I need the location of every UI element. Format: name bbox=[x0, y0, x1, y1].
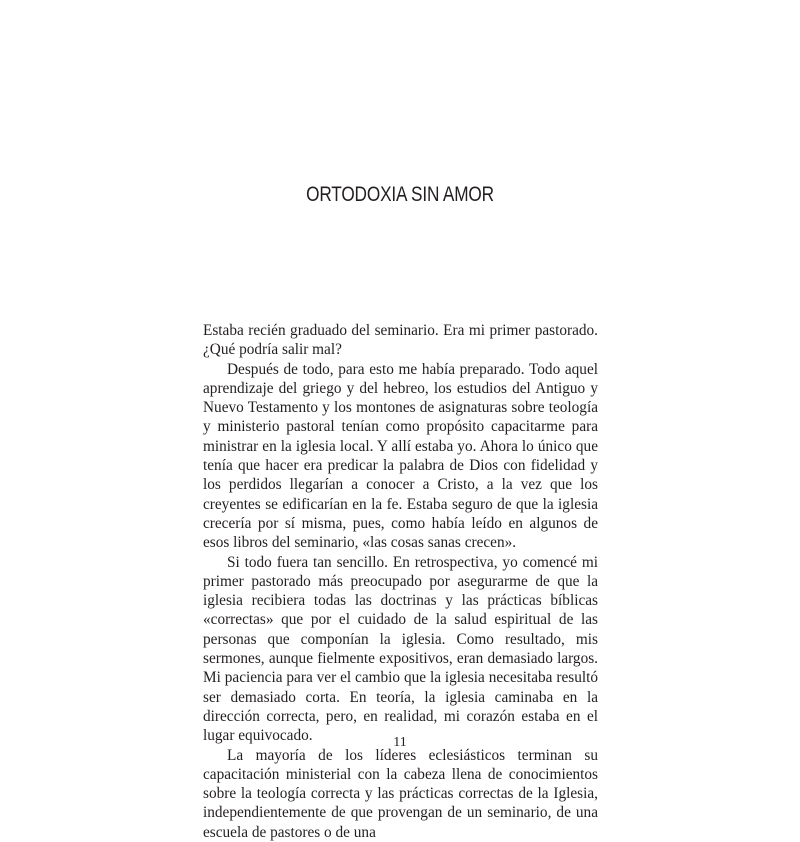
chapter-title: ORTODOXIA SIN AMOR bbox=[306, 183, 494, 206]
paragraph-1: Estaba recién graduado del seminario. Era mi primer pastorado. ¿Qué podría salir mal? bbox=[203, 322, 598, 359]
paragraph-4: La mayoría de los líderes eclesiásticos terminan su capacitación ministerial con la cabeza llena de conocimientos sobre la teología correcta y las prácticas correctas de la Iglesia, independientemente de que provengan de un seminario, de una escuela de pastores o de una bbox=[203, 746, 598, 841]
paragraph-3: Si todo fuera tan sencillo. En retrospectiva, yo comencé mi primer pastorado más preocupado por asegurarme de que la iglesia recibiera todas las doctrinas y las prácticas bíblicas «correctas» que por el cuidado de la salud espiritual de las personas que componían la iglesia. Como resultado, mis sermones, aunque fielmente expositivos, eran demasiado largos. Mi paciencia para ver el cambio que la iglesia necesitaba resultó ser demasiado corta. En teoría, la iglesia caminaba en la dirección correcta, pero, en realidad, mi corazón estaba en el lugar equivocado. bbox=[203, 553, 598, 745]
page-number: 11 bbox=[393, 735, 407, 750]
body-text bbox=[203, 321, 598, 842]
paragraph-2: Después de todo, para esto me había preparado. Todo aquel aprendizaje del griego y del hebreo, los estudios del Antiguo y Nuevo Testamento y los montones de asignaturas sobre teología y ministerio pastoral tenían como propósito capacitarme para ministrar en la iglesia local. Y allí estaba yo. Ahora lo único que tenía que hacer era predicar la palabra de Dios con fidelidad y los perdidos llegarían a conocer a Cristo, a la vez que los creyentes se edificarían en la fe. Estaba seguro de que la iglesia crecería por sí misma, pues, como había leído en algunos de esos libros del seminario, «las cosas sanas crecen». bbox=[203, 360, 598, 552]
